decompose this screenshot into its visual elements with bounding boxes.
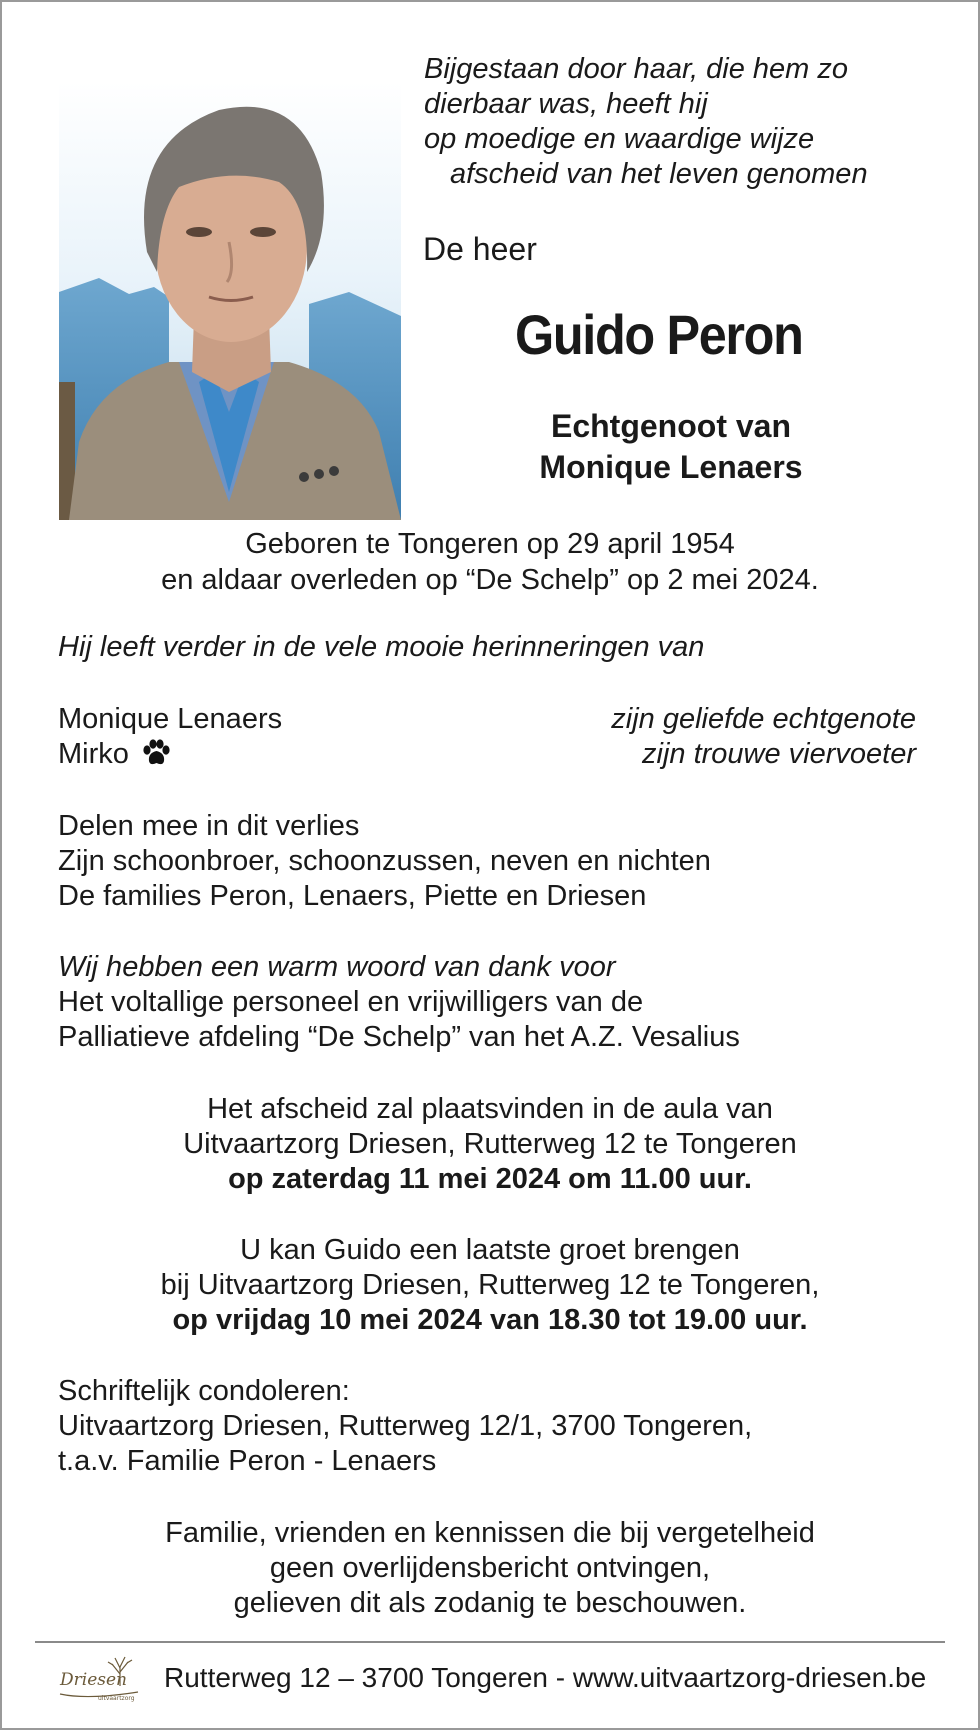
thanks-block	[58, 950, 740, 1055]
intro-text	[424, 52, 944, 192]
family-name: Monique Lenaers	[58, 703, 283, 735]
farewell-date: op zaterdag 11 mei 2024 om 11.00 uur.	[228, 1163, 752, 1195]
farewell-block	[60, 1092, 920, 1197]
notice-line: geen overlijdensbericht ontvingen,	[269, 1552, 711, 1584]
intro-line: Bijgestaan door haar, die hem zo	[424, 53, 848, 85]
thanks-line: Palliatieve afdeling “De Schelp” van het A.Z. Vesalius	[58, 1021, 740, 1053]
portrait-photo	[59, 82, 401, 520]
notice-line: Familie, vrienden en kennissen die bij vergetelheid	[165, 1517, 815, 1549]
salutation: De heer	[423, 231, 537, 267]
birth-death-info	[60, 526, 920, 598]
logo-subtext: uitvaartzorg	[98, 1695, 135, 1702]
paw-icon	[141, 739, 171, 776]
sharing-block	[58, 809, 711, 914]
thanks-line: Het voltallige personeel en vrijwilligers van de	[58, 986, 644, 1018]
condolence-line: Schriftelijk condoleren:	[58, 1375, 350, 1407]
thanks-intro: Wij hebben een warm woord van dank voor	[58, 951, 616, 983]
family-roles	[611, 702, 916, 772]
memories-intro: Hij leeft verder in de vele mooie herinneringen van	[58, 631, 705, 663]
intro-line: op moedige en waardige wijze	[424, 123, 815, 155]
sharing-line: Zijn schoonbroer, schoonzussen, neven en nichten	[58, 845, 711, 877]
family-names	[58, 702, 282, 776]
condolence-line: t.a.v. Familie Peron - Lenaers	[58, 1445, 437, 1477]
visit-line: U kan Guido een laatste groet brengen	[240, 1234, 740, 1266]
sharing-line: Delen mee in dit verlies	[58, 810, 360, 842]
logo-text: Driesen	[60, 1670, 127, 1690]
family-role: zijn trouwe viervoeter	[642, 738, 916, 770]
notice-line: gelieven dit als zodanig te beschouwen.	[233, 1587, 747, 1619]
family-role: zijn geliefde echtgenote	[611, 703, 916, 735]
notice-block	[60, 1516, 920, 1621]
visit-block	[60, 1233, 920, 1338]
deceased-name: Guido Peron	[515, 303, 803, 366]
footer-divider	[35, 1641, 945, 1643]
intro-line: dierbaar was, heeft hij	[424, 88, 708, 120]
spouse-line: Monique Lenaers	[539, 449, 803, 485]
family-name: Mirko	[58, 738, 129, 770]
visit-line: bij Uitvaartzorg Driesen, Rutterweg 12 te Tongeren,	[160, 1269, 820, 1301]
sharing-line: De families Peron, Lenaers, Piette en Driesen	[58, 880, 647, 912]
spouse-info	[470, 406, 872, 488]
footer-address: Rutterweg 12 – 3700 Tongeren - www.uitvaartzorg-driesen.be	[164, 1662, 927, 1693]
death-line: en aldaar overleden op “De Schelp” op 2 mei 2024.	[161, 564, 819, 596]
intro-line: afscheid van het leven genomen	[450, 158, 868, 190]
condolence-block	[58, 1374, 752, 1479]
birth-line: Geboren te Tongeren op 29 april 1954	[245, 528, 735, 560]
farewell-line: Uitvaartzorg Driesen, Rutterweg 12 te Tongeren	[183, 1128, 797, 1160]
spouse-line: Echtgenoot van	[550, 408, 791, 444]
farewell-line: Het afscheid zal plaatsvinden in de aula van	[207, 1093, 773, 1125]
visit-date: op vrijdag 10 mei 2024 van 18.30 tot 19.00 uur.	[172, 1304, 808, 1336]
condolence-line: Uitvaartzorg Driesen, Rutterweg 12/1, 3700 Tongeren,	[58, 1410, 753, 1442]
funeral-home-logo	[58, 1652, 142, 1704]
